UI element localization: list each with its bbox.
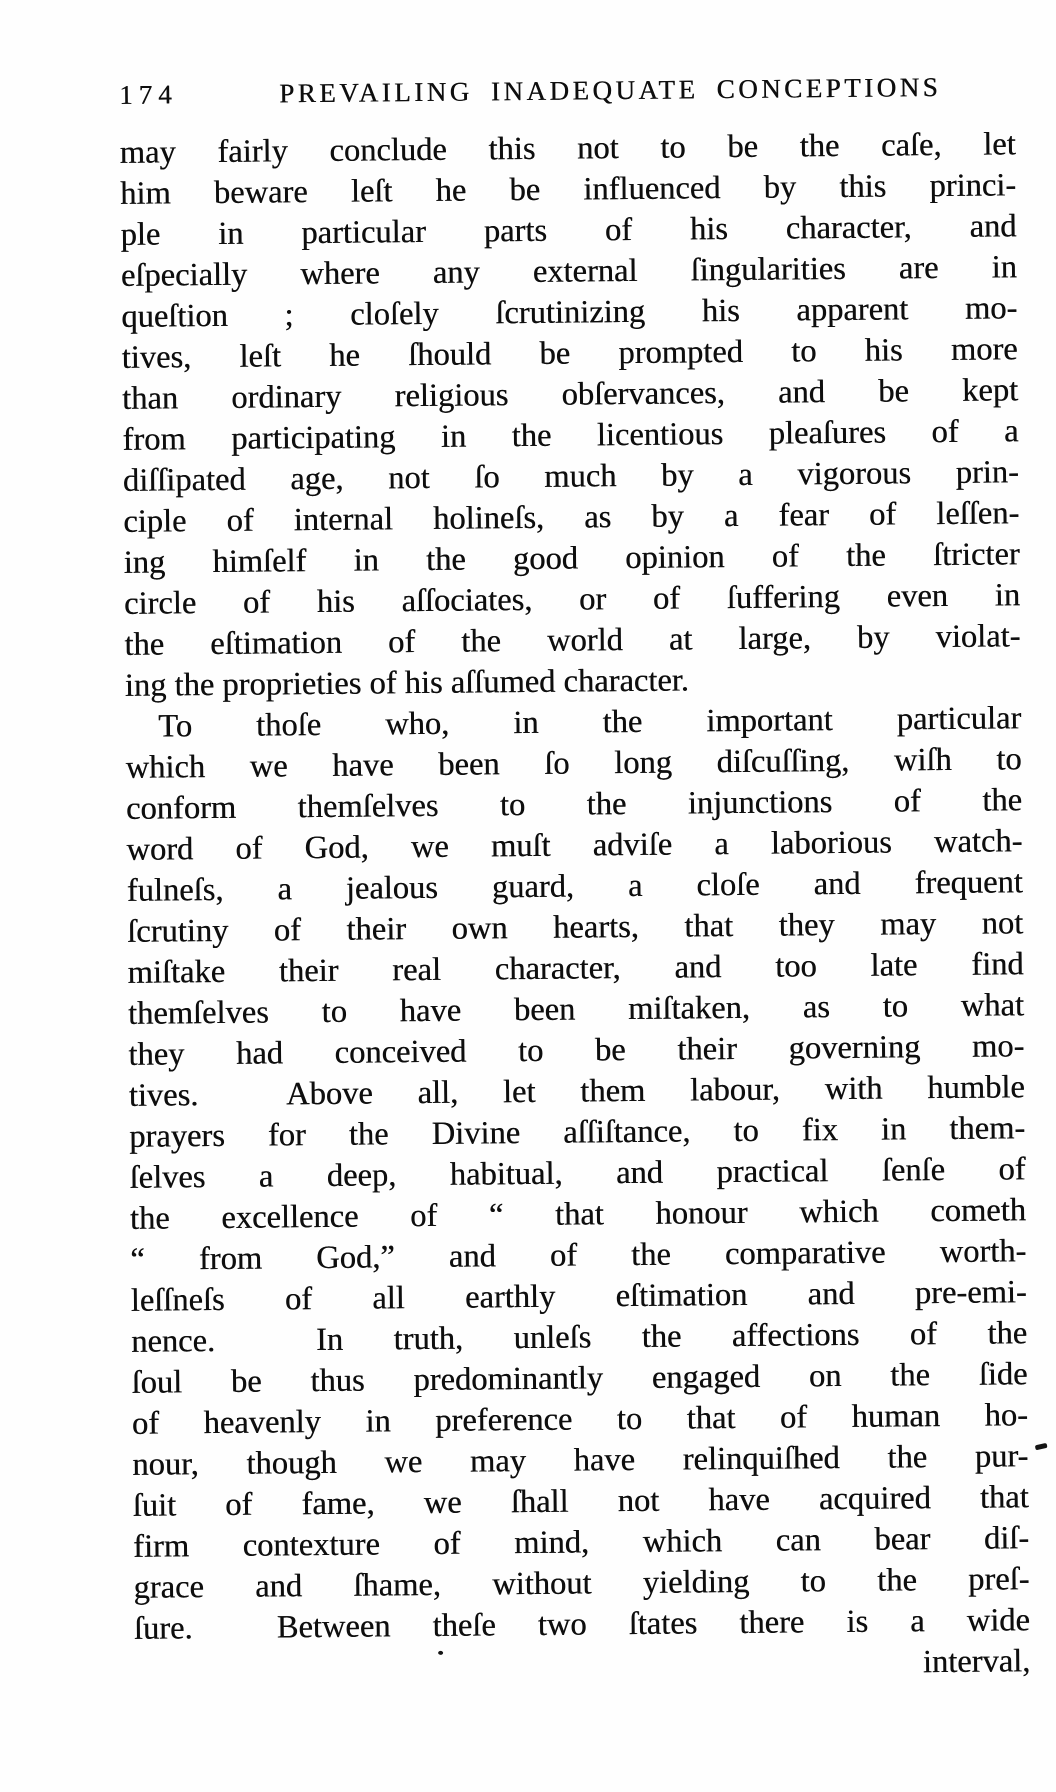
text-line-10: ciple of internal holineſs, as by a fear of leſſen- (123, 495, 1020, 540)
text-line-25: prayers for the Divine aſſiſtance, to fix in them- (128, 1110, 1026, 1155)
text-line-30: nence. In truth, unleſs the affections of the (130, 1315, 1028, 1360)
text-line-29: leſſneſs of all earthly eſtimation and pre-emi- (130, 1274, 1027, 1319)
text-line-33: nour, though we may have relinquiſhed the pur- (132, 1438, 1029, 1483)
text-line-24: tives. Above all, let them labour, with humble (128, 1069, 1025, 1114)
text-line-13: the eſtimation of the world at large, by violat- (124, 618, 1021, 663)
text-line-15: To thoſe who, in the important particular (158, 700, 1022, 745)
text-line-18: word of God, we muſt adviſe a laborious watch- (126, 823, 1023, 868)
text-line-4: eſpecially where any external ſingularities are in (120, 249, 1018, 294)
text-line-8: from participating in the licentious pleaſures of a (122, 413, 1019, 458)
text-line-38: interval, (922, 1643, 1031, 1681)
text-line-37: ſure. Between theſe two ſtates there is a wide (133, 1602, 1031, 1647)
text-line-9: diſſipated age, not ſo much by a vigorous prin- (122, 454, 1019, 499)
text-line-31: ſoul be thus predominantly engaged on the ſide (131, 1356, 1028, 1401)
text-line-5: queſtion ; cloſely ſcrutinizing his apparent mo- (121, 290, 1018, 335)
text-line-6: tives, leſt he ſhould be prompted to his more (121, 331, 1018, 376)
text-line-26: ſelves a deep, habitual, and practical ſenſe of (129, 1151, 1026, 1196)
text-line-2: him beware leſt he be influenced by this princi- (119, 167, 1017, 212)
text-line-1: may fairly conclude this not to be the caſe, let (119, 126, 1016, 171)
text-line-32: of heavenly in preference to that of human ho- (131, 1397, 1029, 1442)
text-line-19: fulneſs, a jealous guard, a cloſe and frequent (126, 864, 1023, 909)
text-line-12: circle of his aſſociates, or of ſuffering even in (123, 577, 1021, 622)
text-line-21: miſtake their real character, and too late find (127, 946, 1024, 991)
text-line-23: they had conceived to be their governing mo- (128, 1028, 1025, 1073)
text-line-22: themſelves to have been miſtaken, as to what (127, 987, 1025, 1032)
text-line-27: the excellence of “ that honour which cometh (129, 1192, 1027, 1237)
text-line-11: ing himſelf in the good opinion of the ſtricter (123, 536, 1020, 581)
text-line-7: than ordinary religious obſervances, and be kept (121, 372, 1019, 417)
text-line-3: ple in particular parts of his character, and (120, 208, 1017, 253)
text-line-28: “ from God,” and of the comparative worth- (130, 1233, 1027, 1278)
text-line-35: firm contexture of mind, which can bear diſ- (132, 1520, 1030, 1565)
running-head (119, 71, 1015, 111)
text-line-20: ſcrutiny of their own hearts, that they may not (127, 905, 1024, 950)
running-title: PREVAILING INADEQUATE CONCEPTIONS (278, 72, 942, 109)
scan-artifact-dot (438, 1651, 443, 1655)
page-body (120, 124, 1031, 1691)
text-line-36: grace and ſhame, without yielding to the preſ- (133, 1561, 1030, 1606)
page-number: 174 (119, 79, 178, 110)
text-line-34: ſuit of fame, we ſhall not have acquired that (132, 1479, 1029, 1524)
scan-artifact-dash (1035, 1443, 1048, 1450)
text-line-17: conform themſelves to the injunctions of the (125, 782, 1023, 827)
text-line-14: ing the proprieties of his aſſumed character. (124, 662, 690, 704)
text-line-16: which we have been ſo long diſcuſſing, wiſh to (125, 741, 1022, 786)
